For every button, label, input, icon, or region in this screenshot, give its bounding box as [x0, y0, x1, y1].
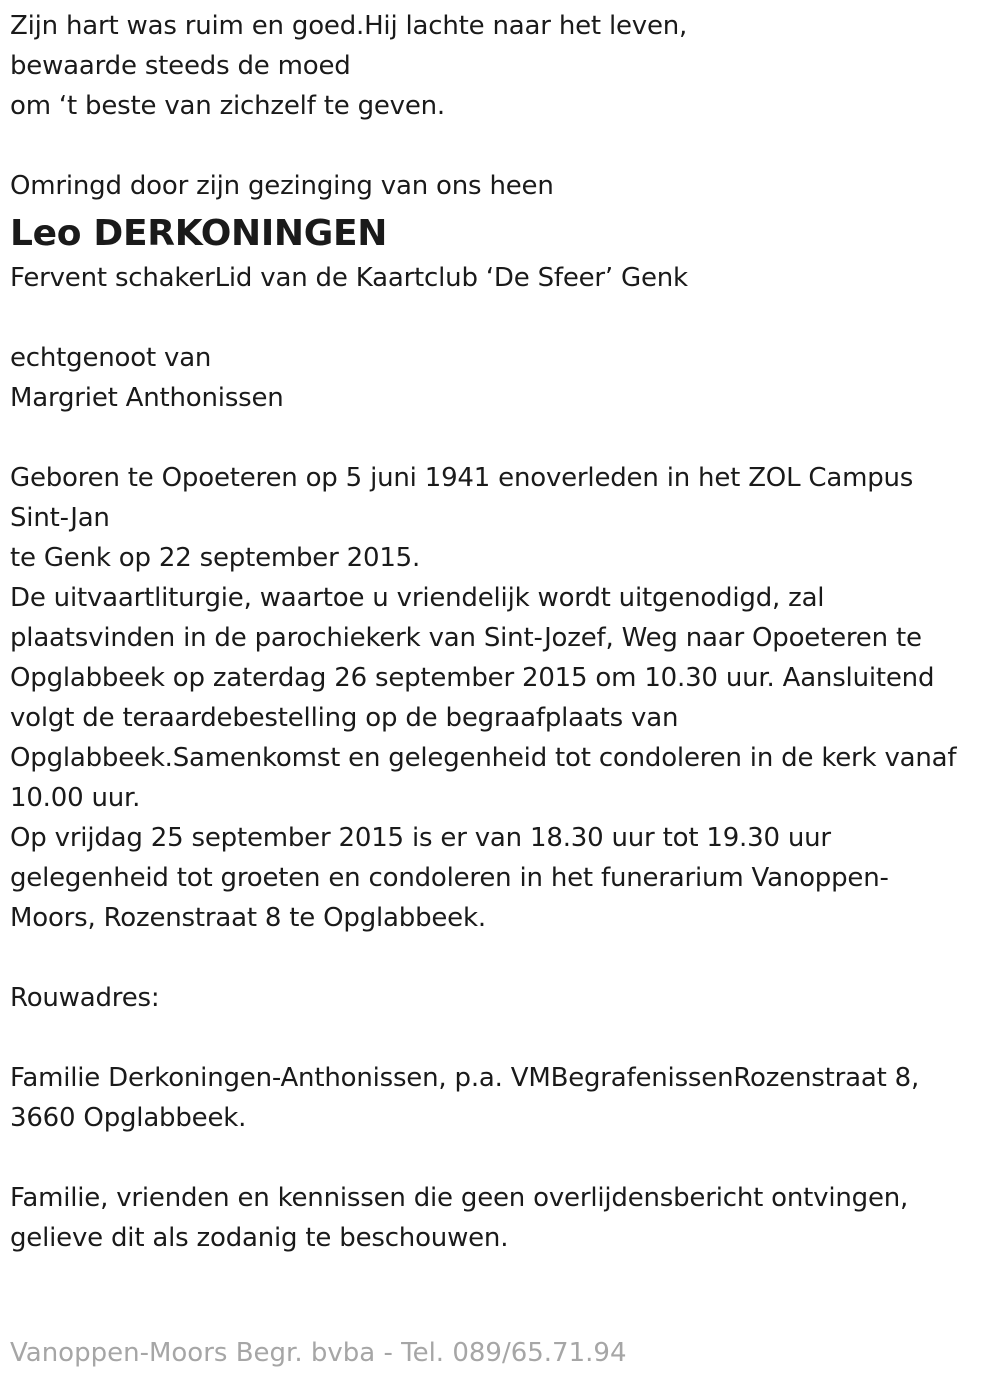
closing-line: Familie, vrienden en kennissen die geen overlijdensbericht ontvingen, — [10, 1183, 909, 1213]
poem-line: bewaarde steeds de moed — [10, 51, 351, 81]
spacer — [10, 298, 990, 338]
spouse-name: Margriet Anthonissen — [10, 383, 284, 413]
intro-text: Omringd door zijn gezinging van ons heen — [10, 171, 554, 201]
detail-line: De uitvaartliturgie, waartoe u vriendelijk wordt uitgenodigd, zal — [10, 583, 825, 613]
deceased-name: Leo DERKONINGEN — [10, 213, 388, 254]
spacer — [10, 1138, 990, 1178]
spacer — [10, 1018, 990, 1058]
detail-line: Sint-Jan — [10, 503, 110, 533]
detail-line: Moors, Rozenstraat 8 te Opglabbeek. — [10, 903, 486, 933]
detail-line: Opglabbeek op zaterdag 26 september 2015 om 10.30 uur. Aansluitend — [10, 663, 935, 693]
address-line: Familie Derkoningen-Anthonissen, p.a. VMBegrafenissenRozenstraat 8, — [10, 1063, 920, 1093]
closing-note — [10, 1178, 990, 1258]
spacer — [10, 126, 990, 166]
closing-line: gelieve dit als zodanig te beschouwen. — [10, 1223, 509, 1253]
poem-line: Zijn hart was ruim en goed.Hij lachte naar het leven, — [10, 11, 688, 41]
address-line: 3660 Opglabbeek. — [10, 1103, 247, 1133]
mourning-address — [10, 1058, 990, 1138]
spacer — [10, 418, 990, 458]
mourning-address-label: Rouwadres: — [10, 983, 160, 1013]
deceased-description: Fervent schakerLid van de Kaartclub ‘De Sfeer’ Genk — [10, 263, 688, 293]
detail-line: te Genk op 22 september 2015. — [10, 543, 421, 573]
detail-line: 10.00 uur. — [10, 783, 141, 813]
funeral-details — [10, 458, 990, 938]
funeral-home-footer: Vanoppen-Moors Begr. bvba - Tel. 089/65.71.94 — [10, 1338, 627, 1368]
detail-line: plaatsvinden in de parochiekerk van Sint-Jozef, Weg naar Opoeteren te — [10, 623, 922, 653]
detail-line: Geboren te Opoeteren op 5 juni 1941 enoverleden in het ZOL Campus — [10, 463, 914, 493]
detail-line: gelegenheid tot groeten en condoleren in het funerarium Vanoppen- — [10, 863, 889, 893]
detail-line: volgt de teraardebestelling op de begraafplaats van — [10, 703, 679, 733]
poem-line: om ‘t beste van zichzelf te geven. — [10, 91, 445, 121]
poem — [10, 6, 990, 126]
detail-line: Opglabbeek.Samenkomst en gelegenheid tot condoleren in de kerk vanaf — [10, 743, 957, 773]
spacer — [10, 938, 990, 978]
spouse-label: echtgenoot van — [10, 343, 212, 373]
detail-line: Op vrijdag 25 september 2015 is er van 18.30 uur tot 19.30 uur — [10, 823, 831, 853]
